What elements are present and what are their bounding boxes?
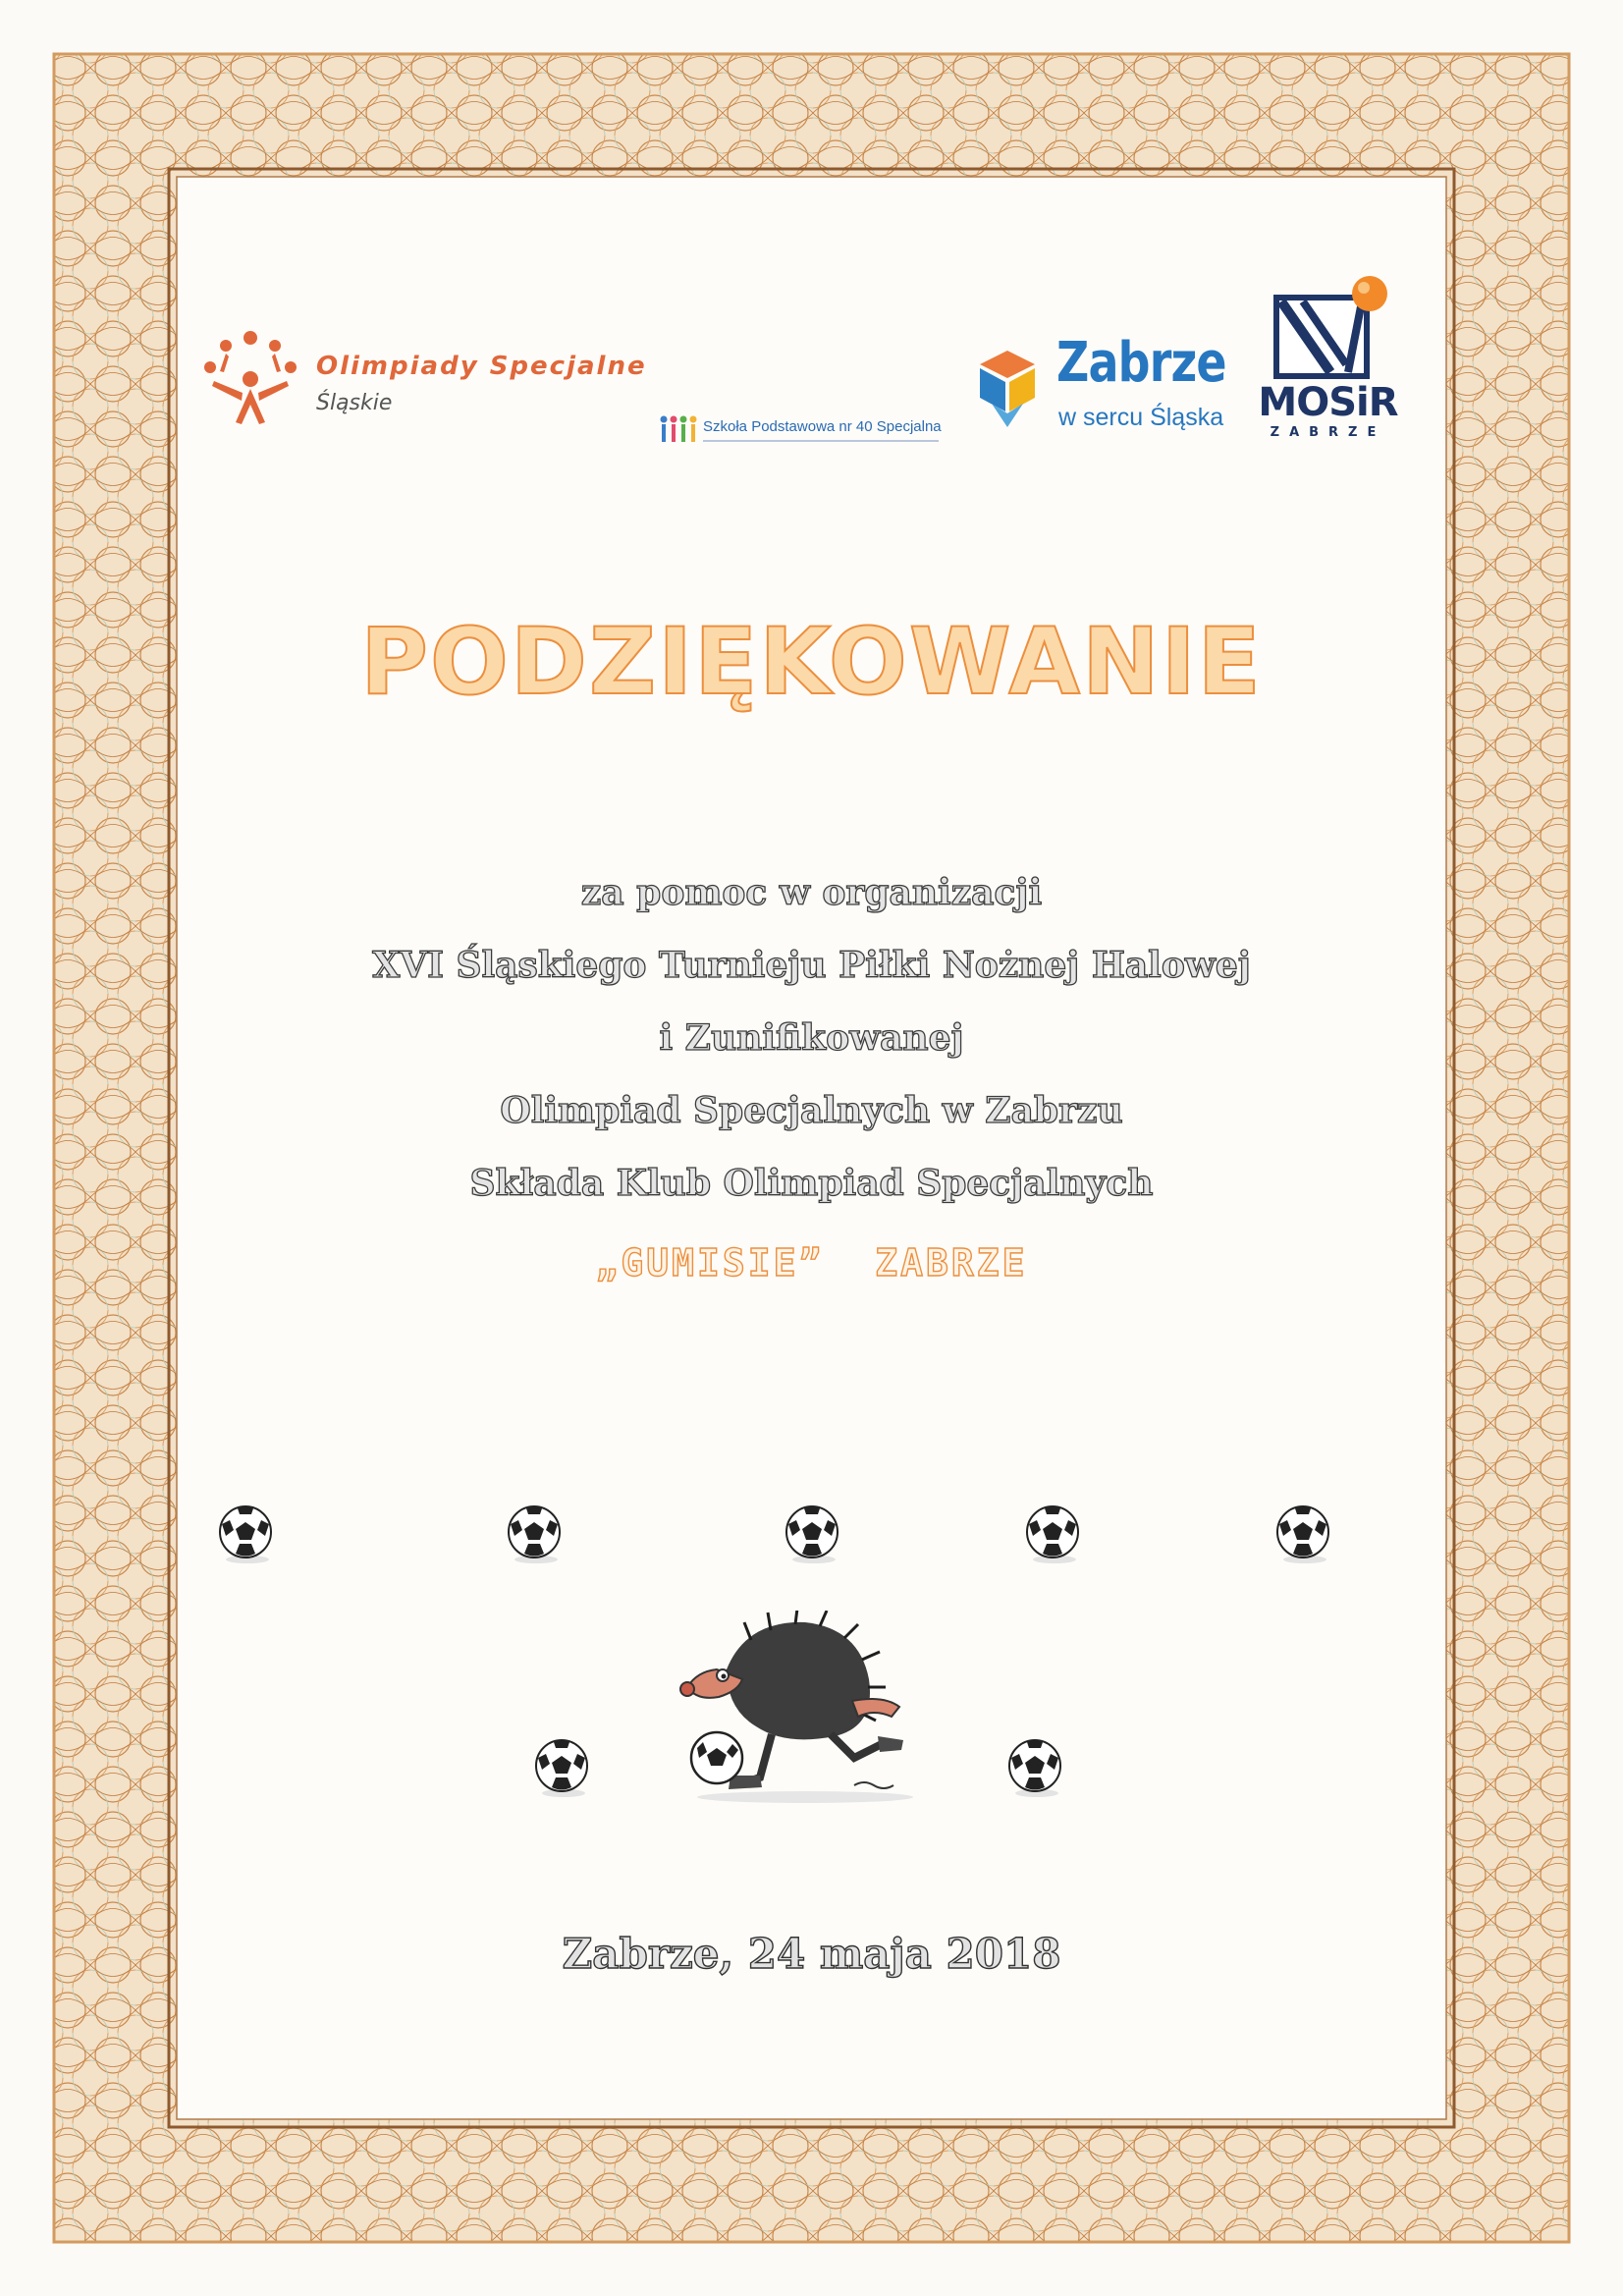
- mosir-subtitle: ZABRZE: [1270, 425, 1386, 440]
- zabrze-subtitle: w sercu Śląska: [1058, 404, 1224, 431]
- school-name: Szkoła Podstawowa nr 40 Specjalna: [703, 418, 942, 435]
- soccer-ball-icon: [530, 1736, 593, 1799]
- certificate-body: [0, 856, 1623, 1220]
- soccer-ball-icon: [1271, 1503, 1334, 1565]
- soccer-ball-icon: [781, 1503, 843, 1565]
- olimpiady-subtitle: Śląskie: [316, 391, 393, 415]
- body-line: Składa Klub Olimpiad Specjalnych: [469, 1163, 1154, 1204]
- mosir-logo-icon: [1252, 270, 1404, 380]
- olimpiady-title: Olimpiady Specjalne: [316, 352, 647, 381]
- place-and-date: Zabrze, 24 maja 2018: [562, 1930, 1061, 1978]
- school-logo: [658, 412, 982, 452]
- mosir-title: MOSiR: [1258, 380, 1398, 425]
- soccer-ball-icon: [503, 1503, 566, 1565]
- body-line: XVI Śląskiego Turnieju Piłki Nożnej Halowej: [372, 945, 1251, 986]
- body-line: i Zunifikowanej: [659, 1017, 964, 1059]
- soccer-ball-icon: [1003, 1736, 1066, 1799]
- hedgehog-mascot-icon: [658, 1611, 952, 1807]
- olimpiady-specjalne-logo: [196, 324, 658, 442]
- soccer-ball-icon: [214, 1503, 277, 1565]
- school-tagline-line: [703, 440, 939, 442]
- school-logo-icon: [658, 414, 699, 446]
- club-name: „GUMISIE” ZABRZE: [595, 1241, 1028, 1285]
- olimpiady-logo-icon: [196, 324, 304, 437]
- certificate-heading: PODZIĘKOWANIE: [360, 609, 1263, 716]
- zabrze-title: Zabrze: [1056, 331, 1226, 395]
- body-line: Olimpiad Specjalnych w Zabrzu: [500, 1090, 1123, 1131]
- zabrze-logo: [962, 331, 1227, 447]
- zabrze-logo-icon: [962, 343, 1053, 433]
- soccer-ball-icon: [1021, 1503, 1084, 1565]
- mosir-logo: [1252, 270, 1404, 447]
- body-line: za pomoc w organizacji: [580, 872, 1043, 913]
